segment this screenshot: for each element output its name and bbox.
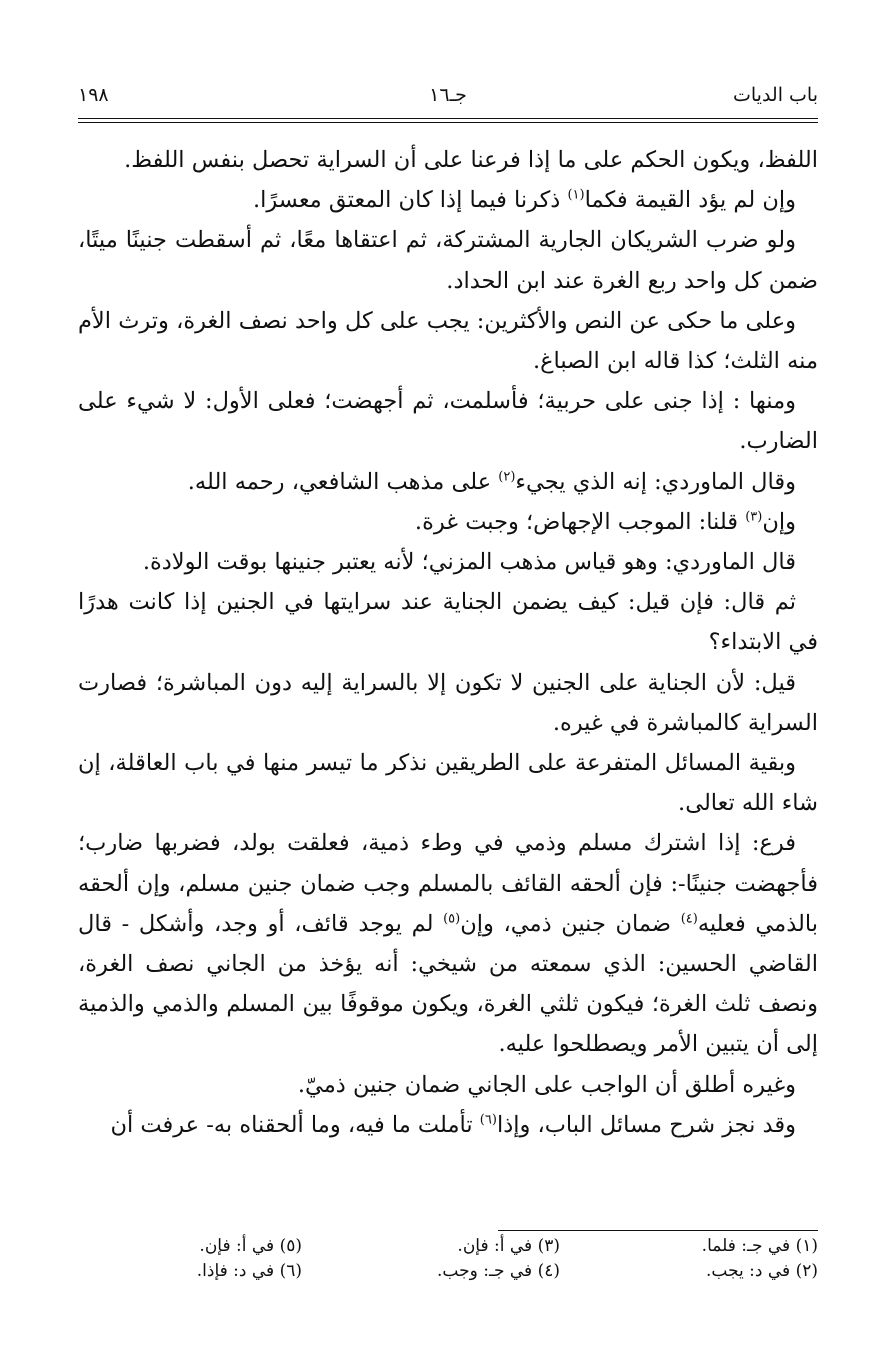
paragraph: ومنها : إذا جنى على حربية؛ فأسلمت، ثم أجهضت؛ فعلى الأول: لا شيء على الضارب. — [78, 388, 818, 455]
chapter-title: باب الديات — [732, 84, 818, 106]
footnote-item — [706, 1261, 818, 1281]
footnote-separator — [498, 1230, 818, 1231]
footnote-text: في جـ: فلما. — [701, 1236, 791, 1256]
footnote-text: في د: فإذا. — [196, 1261, 275, 1281]
text-segment: فرع: إذا اشترك مسلم وذمي في وطء ذمية، فعلقت بولد، فضربها ضارب؛ فأجهضت جنينًا-: فإن ألحقه القائف بالمسلم وجب ضمان جنين مسلم، وإن ألحقه بالذمي فعليه — [78, 830, 818, 937]
text-segment: ذكرنا فيما إذا كان المعتق معسرًا. — [252, 187, 568, 214]
paragraph — [78, 462, 818, 502]
footnote-number: (٦) — [279, 1261, 302, 1281]
footnote-item — [437, 1261, 560, 1281]
text-segment: وقال الماوردي: إنه الذي يجيء — [515, 468, 796, 495]
footnote-marker: (٤) — [680, 911, 698, 927]
paragraph — [78, 180, 818, 220]
text-segment: ضمان جنين ذمي، وإن — [460, 910, 681, 937]
paragraph — [78, 1105, 818, 1145]
footnote-item — [199, 1236, 302, 1256]
footnote-marker: (١) — [567, 187, 585, 203]
footnote-marker: (٥) — [443, 911, 461, 927]
text-segment: قلنا: الموجب الإجهاض؛ وجبت غرة. — [414, 508, 746, 535]
footnote-number: (٤) — [537, 1261, 560, 1281]
text-segment: على مذهب الشافعي، رحمه الله. — [187, 468, 499, 495]
paragraph — [78, 823, 818, 1064]
paragraph: وبقية المسائل المتفرعة على الطريقين نذكر ما تيسر منها في باب العاقلة، إن شاء الله تعالى. — [78, 750, 818, 817]
footnote-text: في جـ: وجب. — [437, 1261, 533, 1281]
footnote-text: في د: يجب. — [705, 1261, 791, 1281]
paragraph: قيل: لأن الجناية على الجنين لا تكون إلا بالسراية إليه دون المباشرة؛ فصارت السراية كالمباشرة في غيره. — [78, 669, 818, 736]
paragraph: ولو ضرب الشريكان الجارية المشتركة، ثم اعتقاها معًا، ثم أسقطت جنينًا ميتًا، ضمن كل واحد ربع الغرة عند ابن الحداد. — [78, 227, 818, 294]
footnote-number: (٥) — [279, 1236, 302, 1256]
footnote-number: (١) — [795, 1236, 818, 1256]
main-text — [78, 140, 818, 1145]
footnote-text: في أ: فإن. — [199, 1236, 275, 1256]
footnote-number: (٣) — [537, 1236, 560, 1256]
footnotes — [78, 1236, 818, 1306]
footnote-number: (٢) — [795, 1261, 818, 1281]
text-segment: تأملت ما فيه، وما ألحقناه به- عرفت أن — [110, 1111, 480, 1138]
text-segment: وإن — [762, 508, 796, 535]
paragraph: قال الماوردي: وهو قياس مذهب المزني؛ لأنه يعتبر جنينها بوقت الولادة. — [142, 549, 796, 576]
footnote-text: في أ: فإن. — [457, 1236, 533, 1256]
footnote-marker: (٣) — [745, 509, 763, 525]
footnote-marker: (٢) — [498, 469, 516, 485]
footnote-marker: (٦) — [479, 1112, 497, 1128]
page-number: ١٩٨ — [78, 84, 109, 106]
paragraph: وغيره أطلق أن الواجب على الجاني ضمان جنين ذميّ. — [297, 1071, 796, 1098]
paragraph: ثم قال: فإن قيل: كيف يضمن الجناية عند سرايتها في الجنين إذا كانت هدرًا في الابتداء؟ — [78, 589, 818, 656]
text-segment: وإن لم يؤد القيمة فكما — [584, 187, 796, 214]
paragraph: وعلى ما حكى عن النص والأكثرين: يجب على كل واحد نصف الغرة، وترث الأم منه الثلث؛ كذا قاله ابن الصباغ. — [78, 307, 818, 375]
footnote-item — [702, 1236, 818, 1256]
text-segment: لم يوجد قائف، أو وجد، وأشكل - قال القاضي الحسين: الذي سمعته من شيخي: أنه يؤخذ من الجاني نصف الغرة، ونصف ثلث الغرة؛ فيكون ثلثي الغرة، ويكون موقوفًا بين المسلم والذمي والذمية إلى أن يتبين الأمر ويصطلحوا عليه. — [78, 910, 818, 1058]
text-segment: وقد نجز شرح مسائل الباب، وإذا — [496, 1111, 796, 1138]
paragraph — [78, 502, 818, 542]
paragraph: اللفظ، ويكون الحكم على ما إذا فرعنا على أن السراية تحصل بنفس اللفظ. — [124, 147, 818, 173]
footnote-item — [197, 1261, 302, 1281]
footnote-item — [457, 1236, 560, 1256]
header-rule-bottom — [78, 122, 818, 123]
page-header — [78, 78, 818, 112]
header-rule-top — [78, 118, 818, 119]
volume-label: جـ١٦ — [429, 84, 467, 106]
